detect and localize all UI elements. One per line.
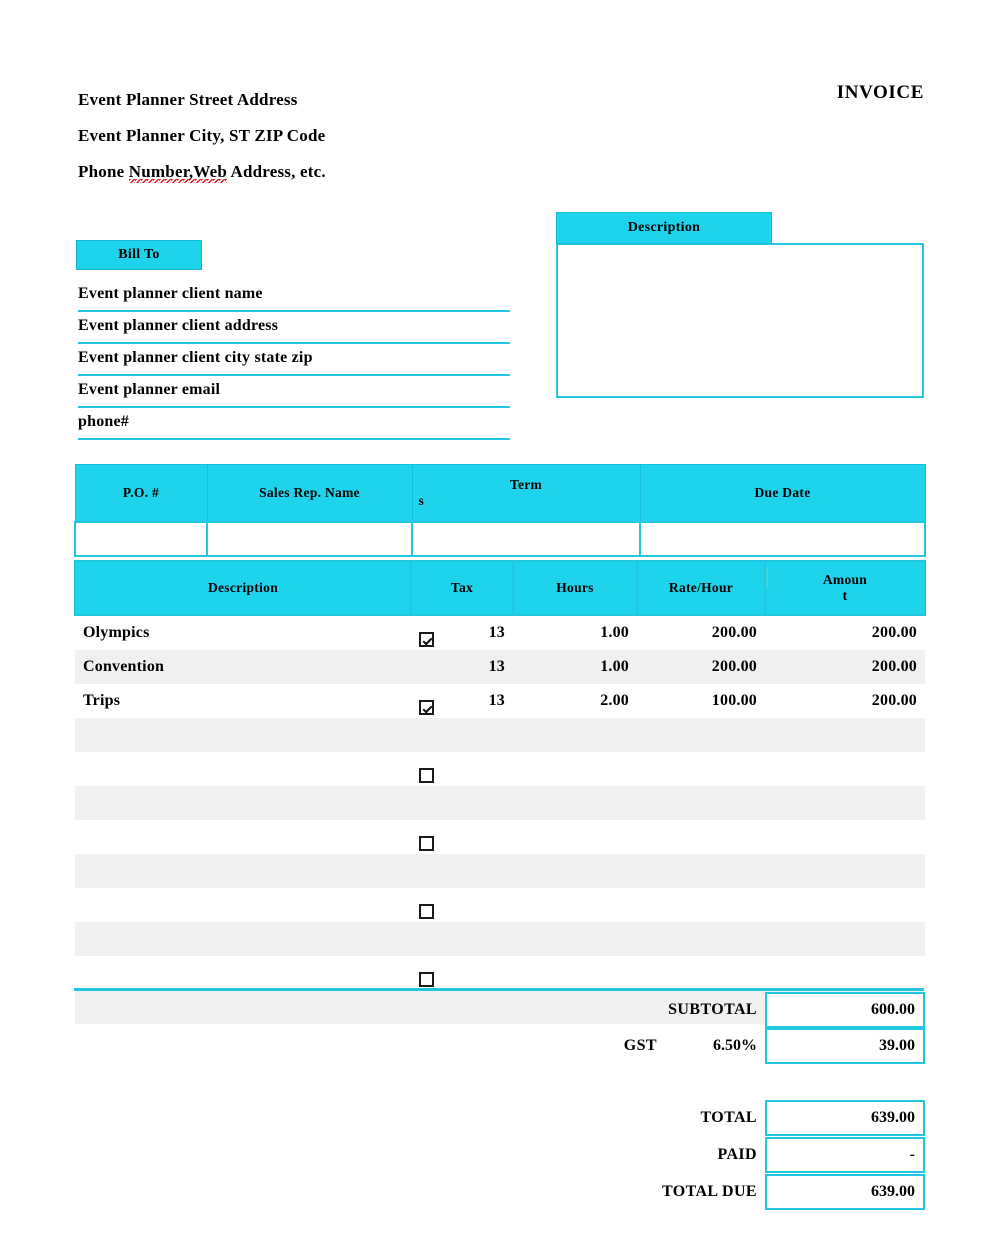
sender-contact-prefix: Phone (78, 162, 129, 181)
item-tax-cell[interactable] (411, 854, 513, 888)
meta-value-due-date[interactable] (640, 522, 925, 556)
item-description-cell[interactable]: Trips (75, 684, 411, 718)
subtotal-value: 600.00 (765, 992, 925, 1028)
item-description-cell[interactable] (75, 922, 411, 956)
amount-column-tick-mark (766, 567, 768, 588)
gst-row (560, 1028, 925, 1064)
table-row (75, 752, 925, 786)
item-tax-cell[interactable] (411, 752, 513, 786)
description-tab-label: Description (627, 220, 701, 235)
items-header-description: Description (75, 561, 411, 615)
line-items-table (74, 560, 926, 1024)
item-amount-cell (765, 684, 925, 718)
item-description-cell[interactable] (75, 786, 411, 820)
item-amount-cell (765, 922, 925, 956)
meta-value-sales-rep[interactable] (207, 522, 412, 556)
tax-checkbox-unchecked[interactable] (419, 904, 434, 919)
table-row (75, 888, 925, 922)
item-tax-value: 13 (488, 624, 505, 641)
item-description-cell[interactable]: Olympics (75, 615, 411, 650)
item-rate-cell[interactable] (637, 820, 765, 854)
sender-contact-suffix: Address, etc. (227, 162, 326, 181)
sender-address-block (78, 82, 638, 190)
items-header-row (75, 561, 925, 615)
item-description-cell[interactable] (75, 854, 411, 888)
table-row (75, 718, 925, 752)
item-hours-cell[interactable] (513, 888, 637, 922)
tax-checkbox-unchecked[interactable] (419, 768, 434, 783)
item-tax-cell[interactable] (411, 786, 513, 820)
meta-header-due-date: Due Date (640, 465, 925, 523)
item-description-cell[interactable] (75, 820, 411, 854)
item-tax-cell[interactable] (411, 956, 513, 990)
item-rate-cell[interactable] (637, 718, 765, 752)
total-value: 639.00 (765, 1100, 925, 1136)
table-row (75, 684, 925, 718)
bill-to-client-address[interactable]: Event planner client address (78, 312, 510, 344)
item-hours-cell[interactable]: 2.00 (513, 684, 637, 718)
table-row (75, 650, 925, 684)
line-items-body (75, 615, 925, 1024)
item-amount-cell (765, 854, 925, 888)
item-amount-value: 200.00 (871, 624, 917, 641)
table-row (75, 615, 925, 650)
items-header-amount (765, 561, 925, 615)
item-tax-cell[interactable] (411, 888, 513, 922)
item-amount-value: 200.00 (871, 658, 917, 675)
item-tax-cell[interactable] (411, 820, 513, 854)
bill-to-heading-label: Bill To (118, 247, 160, 262)
item-hours-cell[interactable]: 1.00 (513, 650, 637, 684)
item-rate-cell[interactable] (637, 786, 765, 820)
meta-header-terms (412, 465, 640, 523)
item-amount-cell (765, 615, 925, 650)
item-description-cell[interactable] (75, 956, 411, 990)
item-description-cell[interactable] (75, 718, 411, 752)
bill-to-fields (78, 280, 510, 440)
item-amount-value: 200.00 (871, 692, 917, 709)
spellcheck-underlined-text: Number,Web (129, 162, 227, 184)
sender-contact-line (78, 154, 638, 190)
sender-street-line: Event Planner Street Address (78, 90, 298, 109)
item-description-cell[interactable] (75, 752, 411, 786)
description-tab-header (556, 212, 772, 244)
meta-value-terms[interactable] (412, 522, 640, 556)
items-header-hours: Hours (513, 561, 637, 615)
item-rate-cell[interactable]: 200.00 (637, 650, 765, 684)
tax-checkbox-unchecked[interactable] (419, 972, 434, 987)
item-hours-cell[interactable]: 1.00 (513, 615, 637, 650)
item-rate-cell[interactable] (637, 888, 765, 922)
bill-to-heading (76, 240, 202, 270)
items-header-tax: Tax (411, 561, 513, 615)
table-row (75, 956, 925, 990)
items-header-rate: Rate/Hour (637, 561, 765, 615)
bill-to-client-email[interactable]: Event planner email (78, 376, 510, 408)
total-due-value: 639.00 (765, 1174, 925, 1210)
item-tax-cell[interactable] (411, 990, 513, 1024)
table-row (75, 854, 925, 888)
item-description-cell[interactable]: Convention (75, 650, 411, 684)
item-rate-cell[interactable]: 100.00 (637, 684, 765, 718)
tax-checkbox-checked[interactable] (419, 700, 434, 715)
item-amount-cell (765, 786, 925, 820)
meta-header-po: P.O. # (75, 465, 207, 523)
meta-value-row (75, 522, 925, 556)
item-tax-cell[interactable] (411, 615, 513, 650)
item-rate-cell[interactable] (637, 922, 765, 956)
total-label: TOTAL (700, 1109, 757, 1126)
item-amount-cell (765, 820, 925, 854)
items-header-amount-line1: Amoun (822, 572, 868, 587)
description-textarea[interactable] (556, 243, 924, 398)
invoice-meta-table (74, 464, 926, 557)
gst-rate[interactable]: 6.50% (713, 1037, 757, 1054)
item-description-cell[interactable] (75, 990, 411, 1024)
item-hours-cell[interactable] (513, 854, 637, 888)
table-row (75, 820, 925, 854)
item-hours-cell[interactable] (513, 752, 637, 786)
item-tax-cell[interactable] (411, 922, 513, 956)
item-rate-cell[interactable] (637, 956, 765, 990)
meta-header-terms-line1: Term (509, 477, 543, 492)
bill-to-client-city-state-zip[interactable]: Event planner client city state zip (78, 344, 510, 376)
paid-value[interactable]: - (765, 1137, 925, 1173)
item-tax-cell[interactable] (411, 650, 513, 684)
description-panel (556, 212, 924, 398)
subtotal-label: SUBTOTAL (668, 1001, 757, 1018)
paid-label: PAID (717, 1146, 757, 1163)
gst-label: GST (623, 1037, 657, 1054)
item-tax-value: 13 (488, 658, 505, 675)
item-tax-cell[interactable] (411, 684, 513, 718)
item-hours-cell[interactable] (513, 820, 637, 854)
bill-to-client-phone[interactable]: phone# (78, 408, 510, 440)
item-hours-cell[interactable] (513, 718, 637, 752)
total-due-row (600, 1174, 925, 1210)
tax-checkbox-checked[interactable] (419, 632, 434, 647)
item-tax-cell[interactable] (411, 718, 513, 752)
item-amount-cell (765, 956, 925, 990)
page-title: INVOICE (836, 82, 924, 103)
item-hours-cell[interactable] (513, 956, 637, 990)
item-amount-cell (765, 752, 925, 786)
gst-value: 39.00 (765, 1028, 925, 1064)
total-due-label: TOTAL DUE (661, 1183, 757, 1200)
item-rate-cell[interactable] (637, 752, 765, 786)
item-description-cell[interactable] (75, 888, 411, 922)
sender-city-line: Event Planner City, ST ZIP Code (78, 126, 326, 145)
table-row (75, 922, 925, 956)
meta-header-sales-rep: Sales Rep. Name (207, 465, 412, 523)
meta-value-po[interactable] (75, 522, 207, 556)
items-header-amount-line2: t (842, 588, 848, 603)
meta-header-terms-line2: s (418, 493, 425, 508)
total-row (600, 1100, 925, 1136)
line-items-bottom-rule (74, 988, 924, 991)
item-hours-cell[interactable] (513, 786, 637, 820)
item-tax-value: 13 (488, 692, 505, 709)
item-amount-cell (765, 888, 925, 922)
bill-to-client-name[interactable]: Event planner client name (78, 280, 510, 312)
paid-row (600, 1137, 925, 1173)
subtotal-row (560, 992, 925, 1028)
table-row (75, 786, 925, 820)
item-hours-cell[interactable] (513, 922, 637, 956)
tax-checkbox-unchecked[interactable] (419, 836, 434, 851)
item-rate-cell[interactable]: 200.00 (637, 615, 765, 650)
item-amount-cell (765, 718, 925, 752)
item-amount-cell (765, 650, 925, 684)
item-rate-cell[interactable] (637, 854, 765, 888)
meta-header-row (75, 465, 925, 523)
